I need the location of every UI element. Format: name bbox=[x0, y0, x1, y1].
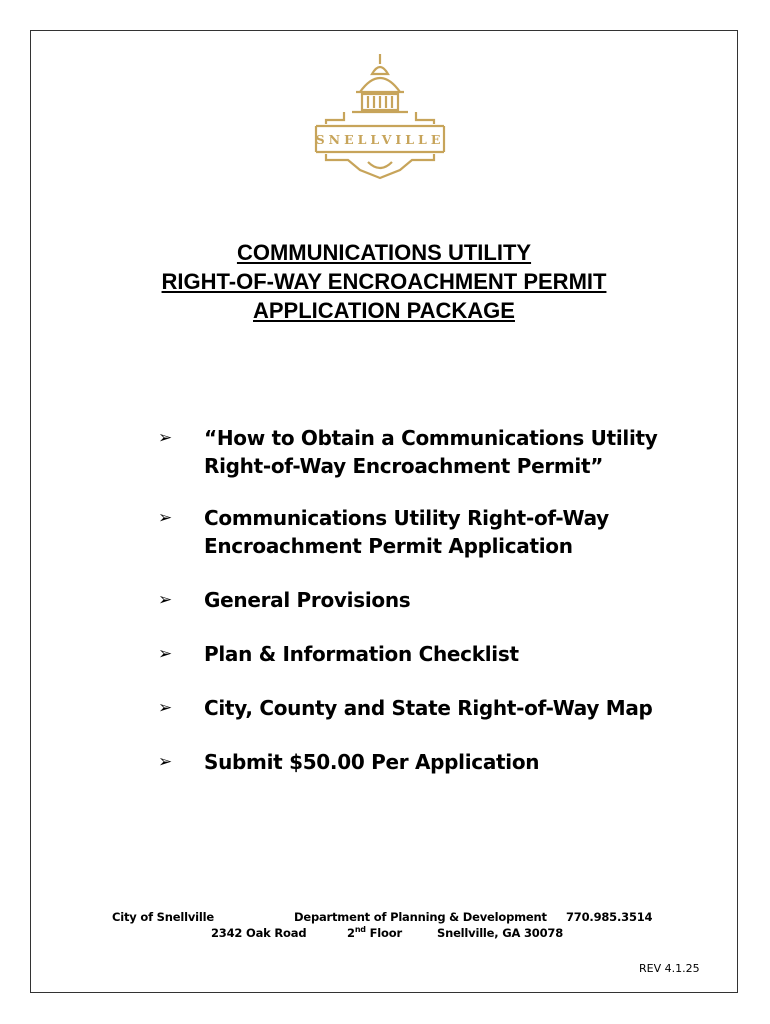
list-item bbox=[158, 424, 698, 480]
revision-label: REV 4.1.25 bbox=[639, 962, 700, 975]
list-item-text: Right-of-Way Encroachment Permit” bbox=[204, 454, 604, 478]
list-item-text: Communications Utility Right-of-Way bbox=[204, 506, 609, 530]
list-item-text: General Provisions bbox=[204, 588, 411, 612]
footer-floor bbox=[347, 926, 402, 940]
floor-suffix: nd bbox=[354, 925, 366, 935]
title-line-1: COMMUNICATIONS UTILITY bbox=[236, 240, 532, 265]
footer-department: Department of Planning & Development bbox=[294, 910, 547, 924]
floor-word: Floor bbox=[369, 926, 402, 940]
snellville-logo bbox=[304, 52, 456, 182]
list-item bbox=[158, 586, 698, 614]
list-item-text: “How to Obtain a Communications Utility bbox=[204, 426, 658, 450]
arrow-bullet-icon: ➢ bbox=[158, 508, 172, 528]
arrow-bullet-icon: ➢ bbox=[158, 428, 172, 448]
list-item-text: Submit $50.00 Per Application bbox=[204, 750, 540, 774]
arrow-bullet-icon: ➢ bbox=[158, 698, 172, 718]
title-line-2: RIGHT-OF-WAY ENCROACHMENT PERMIT bbox=[161, 269, 607, 294]
logo-text: SNELLVILLE bbox=[315, 132, 445, 147]
list-item-text: Plan & Information Checklist bbox=[204, 642, 519, 666]
footer-city-state-zip: Snellville, GA 30078 bbox=[437, 926, 563, 940]
list-item bbox=[158, 504, 698, 560]
footer-address: 2342 Oak Road bbox=[211, 926, 307, 940]
floor-number: 2 bbox=[347, 926, 355, 940]
list-item-text: City, County and State Right-of-Way Map bbox=[204, 696, 653, 720]
footer-city: City of Snellville bbox=[112, 910, 214, 924]
list-item bbox=[158, 748, 698, 776]
package-contents-list bbox=[158, 424, 698, 776]
footer-phone: 770.985.3514 bbox=[566, 910, 653, 924]
list-item bbox=[158, 640, 698, 668]
list-item-text: Encroachment Permit Application bbox=[204, 534, 573, 558]
arrow-bullet-icon: ➢ bbox=[158, 590, 172, 610]
list-item bbox=[158, 694, 698, 722]
title-line-3: APPLICATION PACKAGE bbox=[253, 298, 515, 323]
arrow-bullet-icon: ➢ bbox=[158, 644, 172, 664]
arrow-bullet-icon: ➢ bbox=[158, 752, 172, 772]
page-title bbox=[30, 238, 738, 325]
